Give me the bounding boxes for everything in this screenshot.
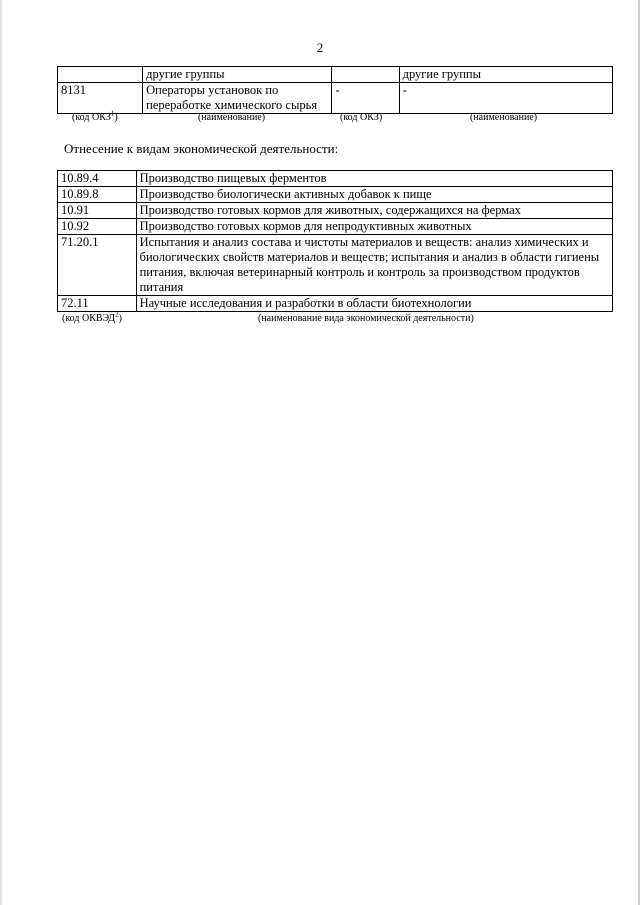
okz-name-cell: Операторы установок по переработке химического сырья [143,83,332,114]
okved-code-cell: 10.91 [58,203,137,219]
table-row [58,187,613,203]
okved-code-caption: (код ОКВЭД$^2$) [62,310,122,324]
okz-name-cell: другие группы [143,67,332,83]
okz-name-caption: (наименование) [198,112,266,123]
okved-name-cell: Производство биологически активных добавок к пище [136,187,612,203]
table-row [58,296,613,312]
okved-code-cell: 10.89.8 [58,187,137,203]
okz-name-cell-2: другие группы [399,67,612,83]
okz-code-caption-2: (код ОКЗ) [340,112,383,123]
okved-name-cell: Научные исследования и разработки в области биотехнологии [136,296,612,312]
okz-code-cell-2 [332,67,399,83]
okz-code-caption: (код ОКЗ$^1$) [72,109,118,123]
scan-edge-left [0,0,2,905]
okved-code-cell: 71.20.1 [58,235,137,296]
section-title: Отнесение к видам экономической деятельности: [64,141,339,156]
okved-name-cell: Производство готовых кормов для непродуктивных животных [136,219,612,235]
okz-code-cell: 8131 [58,83,143,114]
table-row [58,171,613,187]
table-row [58,67,613,83]
okz-code-cell [58,67,143,83]
okz-table [57,66,613,114]
okved-code-cell: 10.92 [58,219,137,235]
table-row [58,203,613,219]
okz-name-caption-2: (наименование) [470,112,538,123]
okved-name-cell: Производство пищевых ферментов [136,171,612,187]
table-row [58,219,613,235]
table-row [58,83,613,114]
okved-code-cell: 72.11 [58,296,137,312]
okz-code-cell-2: - [332,83,399,114]
okved-name-cell: Испытания и анализ состава и чистоты материалов и веществ: анализ химических и биологических свойств материалов и веществ; испытания и анализ в области гигиены питания, включая ветеринарный контроль и контроль за производством продуктов питания [136,235,612,296]
okved-code-cell: 10.89.4 [58,171,137,187]
page-number: 2 [316,40,324,55]
okved-table [57,170,613,312]
okved-name-caption: (наименование вида экономической деятельности) [258,313,474,324]
okz-name-cell-2: - [399,83,612,114]
table-row [58,235,613,296]
okved-name-cell: Производство готовых кормов для животных, содержащихся на фермах [136,203,612,219]
